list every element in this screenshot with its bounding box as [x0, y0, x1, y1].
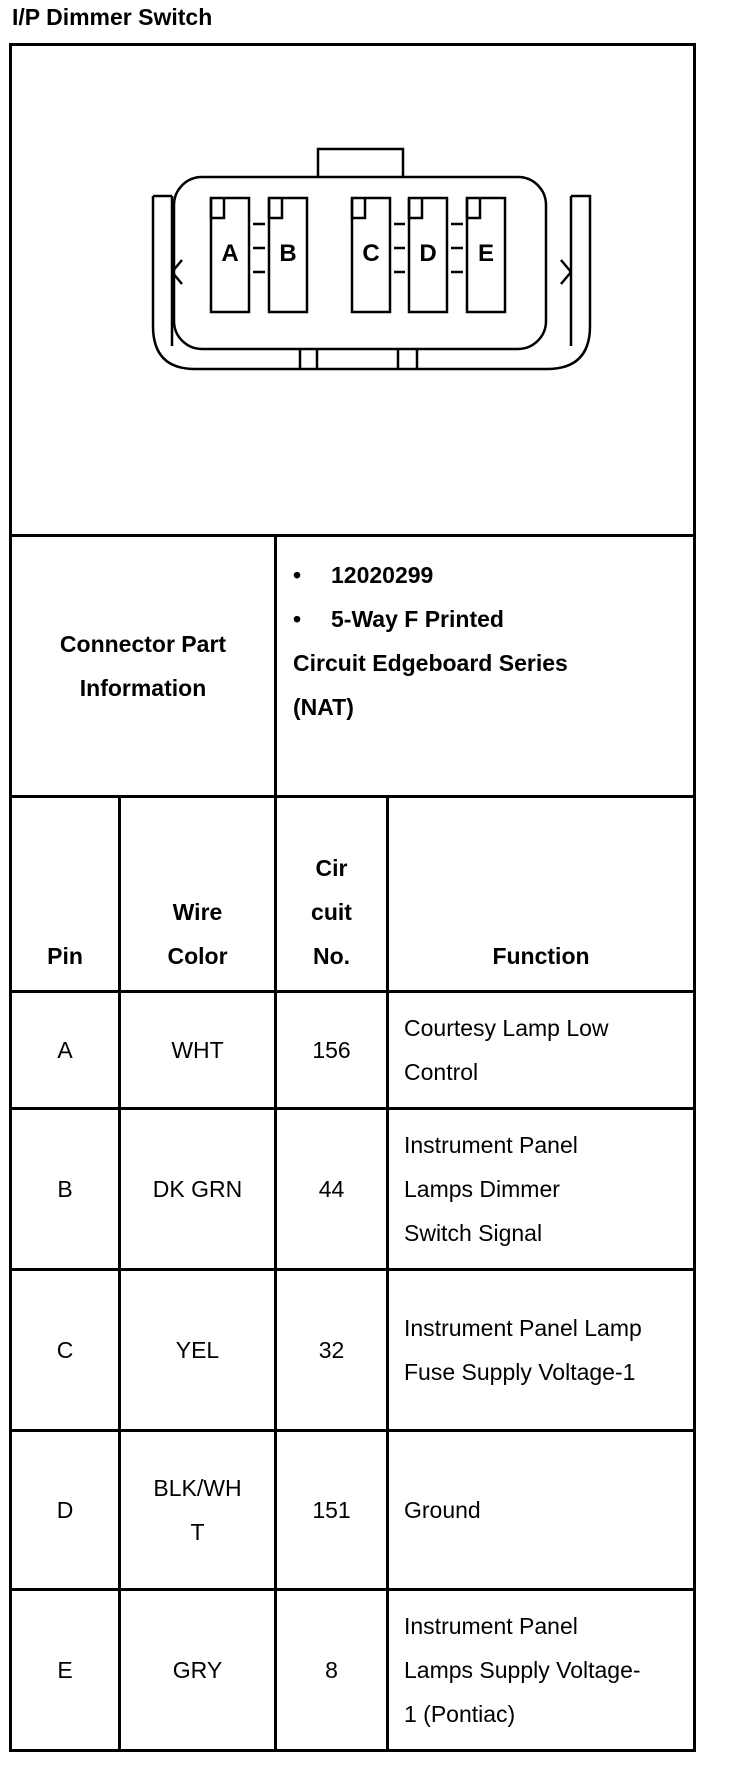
part-number: 12020299 [331, 562, 434, 588]
part-number-line: • 12020299 [293, 562, 434, 588]
part-info-row [11, 536, 695, 797]
cell-pin: C [11, 1270, 120, 1431]
cell-function: Instrument Panel Lamp Fuse Supply Voltage-1 [388, 1270, 695, 1431]
cell-circuit: 8 [276, 1590, 388, 1751]
cavity-label-c: C [362, 240, 380, 267]
cell-wire-color: GRY [120, 1590, 276, 1751]
cavity-label-a: A [221, 240, 239, 267]
table-row [11, 1431, 695, 1590]
cell-pin: A [11, 992, 120, 1109]
part-info-label [11, 536, 276, 797]
cell-function: Courtesy Lamp Low Control [388, 992, 695, 1109]
cell-pin: B [11, 1109, 120, 1270]
cavity-label-e: E [477, 240, 495, 267]
cavity-label-b: B [279, 240, 297, 267]
cell-pin: D [11, 1431, 120, 1590]
cell-function: Instrument Panel Lamps Supply Voltage-1 (Pontiac) [388, 1590, 695, 1751]
table-header-row [11, 797, 695, 992]
cell-circuit: 156 [276, 992, 388, 1109]
part-description-line: • 5-Way F Printed [293, 606, 504, 632]
cell-wire-color: DK GRN [120, 1109, 276, 1270]
cell-function: Instrument Panel Lamps Dimmer Switch Signal [388, 1109, 695, 1270]
latch-tab [318, 149, 403, 176]
part-description-first: 5-Way F Printed [331, 606, 504, 632]
connector-face-diagram [12, 46, 696, 534]
table-row [11, 1270, 695, 1431]
cell-circuit: 151 [276, 1431, 388, 1590]
cell-function: Ground [388, 1431, 695, 1590]
cell-wire-color: BLK/WHT [120, 1431, 276, 1590]
table-row [11, 1109, 695, 1270]
part-info-label-text: Connector Part Information [59, 631, 227, 701]
header-circuit-no: Cir cuit No. [276, 797, 388, 992]
cell-wire-color: YEL [120, 1270, 276, 1431]
diagram-row [11, 45, 695, 536]
cell-circuit: 44 [276, 1109, 388, 1270]
header-function: Function [388, 797, 695, 992]
outer-shroud [153, 196, 590, 369]
table-row [11, 992, 695, 1109]
part-info-value [276, 536, 695, 797]
cell-circuit: 32 [276, 1270, 388, 1431]
table-row [11, 1590, 695, 1751]
cell-pin: E [11, 1590, 120, 1751]
connector-diagram-cell [11, 45, 695, 536]
page-title: I/P Dimmer Switch [12, 4, 213, 30]
header-wire-color: Wire Color [120, 797, 276, 992]
cell-wire-color: WHT [120, 992, 276, 1109]
connector-table [9, 43, 696, 1752]
header-pin: Pin [11, 797, 120, 992]
part-description-rest: Circuit Edgeboard Series (NAT) [293, 650, 568, 720]
cavity-label-d: D [419, 240, 437, 267]
